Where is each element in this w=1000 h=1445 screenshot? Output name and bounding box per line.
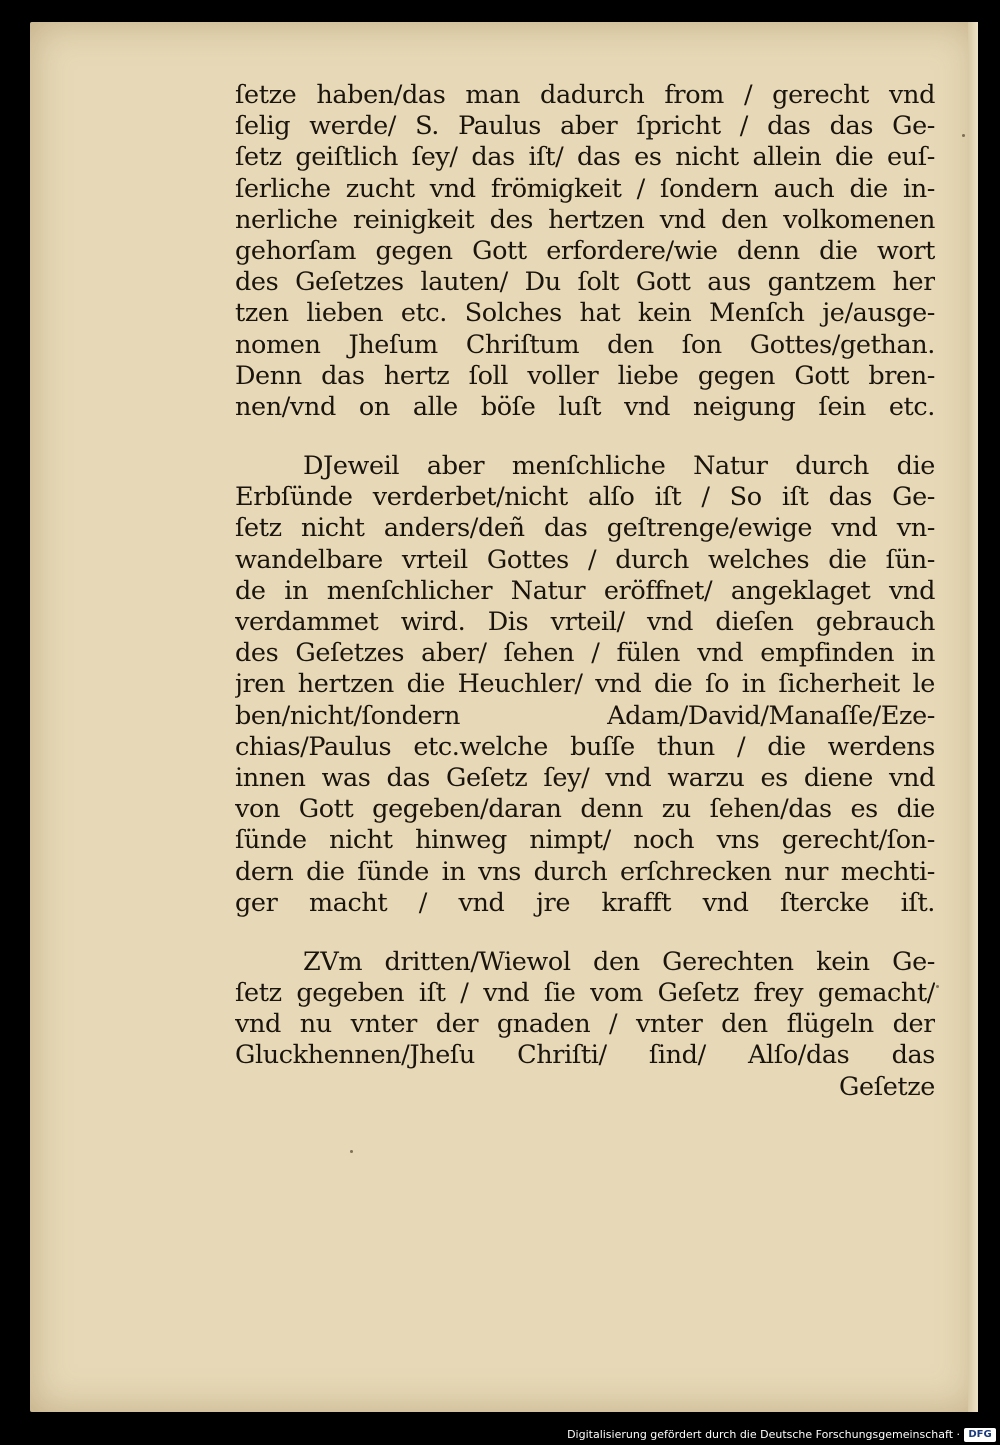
text-line: ſetze haben/das man dadurch from / gerecht vnd [235, 80, 935, 110]
dfg-logo: DFG [964, 1428, 996, 1442]
text-line: nen/vnd on alle böſe luſt vnd neigung ſein etc. [235, 391, 935, 422]
footer-bar [0, 1422, 1000, 1445]
text-line: ſetz gegeben iſt / vnd ſie vom Geſetz frey gemacht/ [235, 978, 935, 1009]
page-edge [968, 22, 978, 1412]
text-line: des Geſetzes aber/ ſehen / fülen vnd empfinden in [235, 638, 935, 669]
text-line: gehorſam gegen Gott erfordere/wie denn die wort [235, 235, 935, 266]
text-line: de in menſchlicher Natur eröffnet/ angeklaget vnd [235, 575, 935, 606]
text-line: Gluckhennen/Jheſu Chriſti/ ſind/ Alſo/das das [235, 1040, 935, 1071]
body-text [235, 80, 935, 1103]
text-line: Erbſünde verderbet/nicht alſo iſt / So iſt das Ge‑ [235, 482, 935, 513]
paper-speck [962, 134, 965, 137]
paper-speck [936, 985, 939, 988]
text-line: chias/Paulus etc.welche buſſe thun / die werdens [235, 731, 935, 762]
footer-credit: Digitalisierung gefördert durch die Deutsche Forschungsgemeinschaft · [567, 1428, 960, 1441]
text-line: vnd nu vnter der gnaden / vnter den flügeln der [235, 1009, 935, 1040]
catchword: Geſetze [839, 1071, 935, 1102]
text-line: ſelig werde/ S. Paulus aber ſpricht / das das Ge‑ [235, 111, 935, 142]
paragraph-gap [235, 919, 935, 947]
text-line: ſetz nicht anders/deñ das geſtrenge/ewige vnd vn‑ [235, 513, 935, 544]
text-line: wandelbare vrteil Gottes / durch welches die ſün‑ [235, 544, 935, 575]
text-line: nerliche reinigkeit des hertzen vnd den volkomenen [235, 204, 935, 235]
text-line: tzen lieben etc. Solches hat kein Menſch je/ausge‑ [235, 298, 935, 329]
text-line: ben/nicht/ſondern Adam/David/Manaſſe/Eze‑ [235, 700, 935, 731]
text-line: jren hertzen die Heuchler/ vnd die ſo in ſicherheit le [235, 669, 935, 700]
text-line: ſetz geiſtlich ſey/ das iſt/ das es nicht allein die euſ‑ [235, 142, 935, 173]
paragraph-gap [235, 423, 935, 451]
text-line: ſerliche zucht vnd frömigkeit / ſondern auch die in‑ [235, 173, 935, 204]
text-line: innen was das Geſetz ſey/ vnd warzu es diene vnd [235, 762, 935, 793]
paper-speck [350, 1150, 353, 1153]
text-line: von Gott gegeben/daran denn zu ſehen/das es die [235, 794, 935, 825]
paragraph-first-line: ZVm dritten/Wiewol den Gerechten kein Ge‑ [303, 946, 935, 977]
text-line: Denn das hertz ſoll voller liebe gegen Gott bren‑ [235, 360, 935, 391]
text-line: des Geſetzes lauten/ Du ſolt Gott aus gantzem her [235, 267, 935, 298]
text-line: verdammet wird. Dis vrteil/ vnd dieſen gebrauch [235, 607, 935, 637]
text-line: nomen Jheſum Chriſtum den ſon Gottes/gethan. [235, 329, 935, 360]
text-line: dern die ſünde in vns durch erſchrecken nur mechti‑ [235, 856, 935, 887]
text-line: ger macht / vnd jre krafft vnd ſtercke iſt. [235, 887, 935, 918]
paragraph-first-line: DJeweil aber menſchliche Natur durch die [303, 451, 935, 482]
text-line: ſünde nicht hinweg nimpt/ noch vns gerecht/ſon‑ [235, 825, 935, 856]
